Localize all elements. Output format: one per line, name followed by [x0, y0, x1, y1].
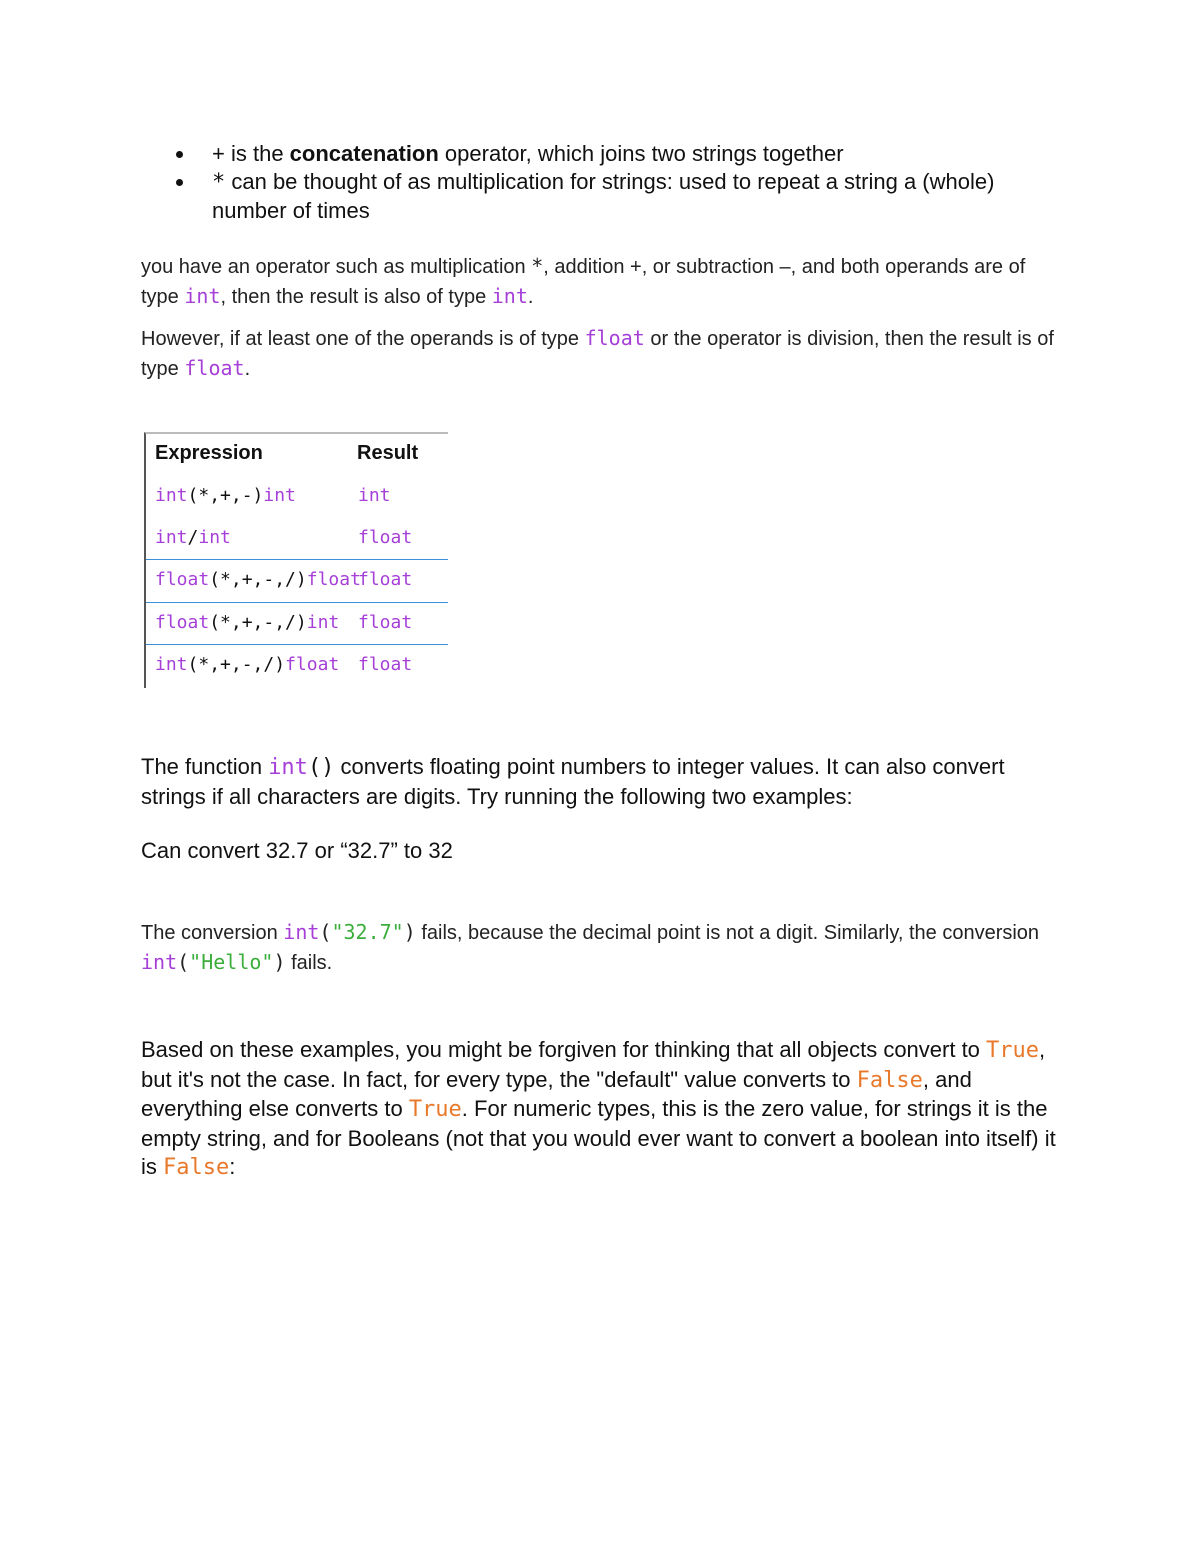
type-int-code: int — [491, 284, 528, 308]
paragraph-int-result: you have an operator such as multiplication *, addition +, or subtraction –, and both operands are of type int, then the result is also of type int. — [141, 254, 1026, 308]
table-row — [146, 603, 448, 645]
expression-cell: int/int — [155, 527, 231, 548]
expression-cell: float(*,+,-,/)int — [155, 612, 340, 633]
bullet-dot-icon — [176, 151, 183, 158]
result-cell: float — [358, 654, 413, 675]
bullet-list — [172, 140, 1072, 225]
table-row — [146, 560, 448, 602]
paragraph-int-function: The function int() converts floating point numbers to integer values. It can also convert strings if all characters are digits. Try running the following two examples: — [141, 754, 1005, 809]
paragraph-conversion-fails: The conversion int("32.7") fails, because the decimal point is not a digit. Similarly, the conversion int("Hello") fails. — [141, 920, 1040, 974]
type-float-code: float — [584, 326, 645, 350]
type-int-code: int — [184, 284, 221, 308]
expression-cell: float(*,+,-,/)float — [155, 569, 361, 590]
paragraph-boolean-conversion: Based on these examples, you might be forgiven for thinking that all objects convert to True, but it's not the case. In fact, for every type, the "default" value converts to False, and everything else converts to True. For numeric types, this is the zero value, for strings it is the empty string, and for Booleans (not that you would ever want to convert a boolean into itself) it is False: — [141, 1037, 1056, 1180]
paragraph-convert-example: Can convert 32.7 or “32.7” to 32 — [141, 838, 453, 863]
string-literal: "32.7" — [331, 920, 404, 944]
string-literal: "Hello" — [189, 950, 274, 974]
star-operator: * — [212, 170, 226, 195]
expression-cell: int(*,+,-,/)float — [155, 654, 340, 675]
result-cell: int — [358, 485, 391, 506]
true-literal: True — [986, 1038, 1040, 1063]
int-function-code: int — [268, 755, 308, 780]
type-float-code: float — [184, 356, 245, 380]
table-row — [146, 645, 448, 687]
bullet-item-multiplication: * can be thought of as multiplication for strings: used to repeat a string a (whole) number of times — [172, 168, 1072, 225]
result-cell: float — [358, 569, 413, 590]
expression-cell: int(*,+,-)int — [155, 485, 296, 506]
int-function-code: int — [141, 950, 178, 974]
false-literal: False — [856, 1067, 923, 1093]
header-expression: Expression — [155, 442, 263, 464]
result-cell: float — [358, 612, 413, 633]
table-row — [146, 476, 448, 518]
bullet-item-concatenation: + is the concatenation operator, which joins two strings together — [172, 140, 1072, 168]
result-cell: float — [358, 527, 413, 548]
table-row — [146, 518, 448, 560]
table-header-row — [146, 434, 448, 476]
false-literal: False — [163, 1155, 230, 1180]
paragraph-float-result: However, if at least one of the operands is of type float or the operator is division, then the result is of type float. — [141, 326, 1054, 380]
expression-result-table — [144, 432, 448, 688]
mul-operator: * — [531, 254, 544, 278]
int-function-code: int — [283, 920, 320, 944]
header-result: Result — [357, 442, 419, 464]
plus-operator: + — [212, 141, 225, 166]
bullet-dot-icon — [176, 179, 183, 186]
true-literal: True — [408, 1097, 462, 1122]
concatenation-term: concatenation — [289, 141, 439, 166]
